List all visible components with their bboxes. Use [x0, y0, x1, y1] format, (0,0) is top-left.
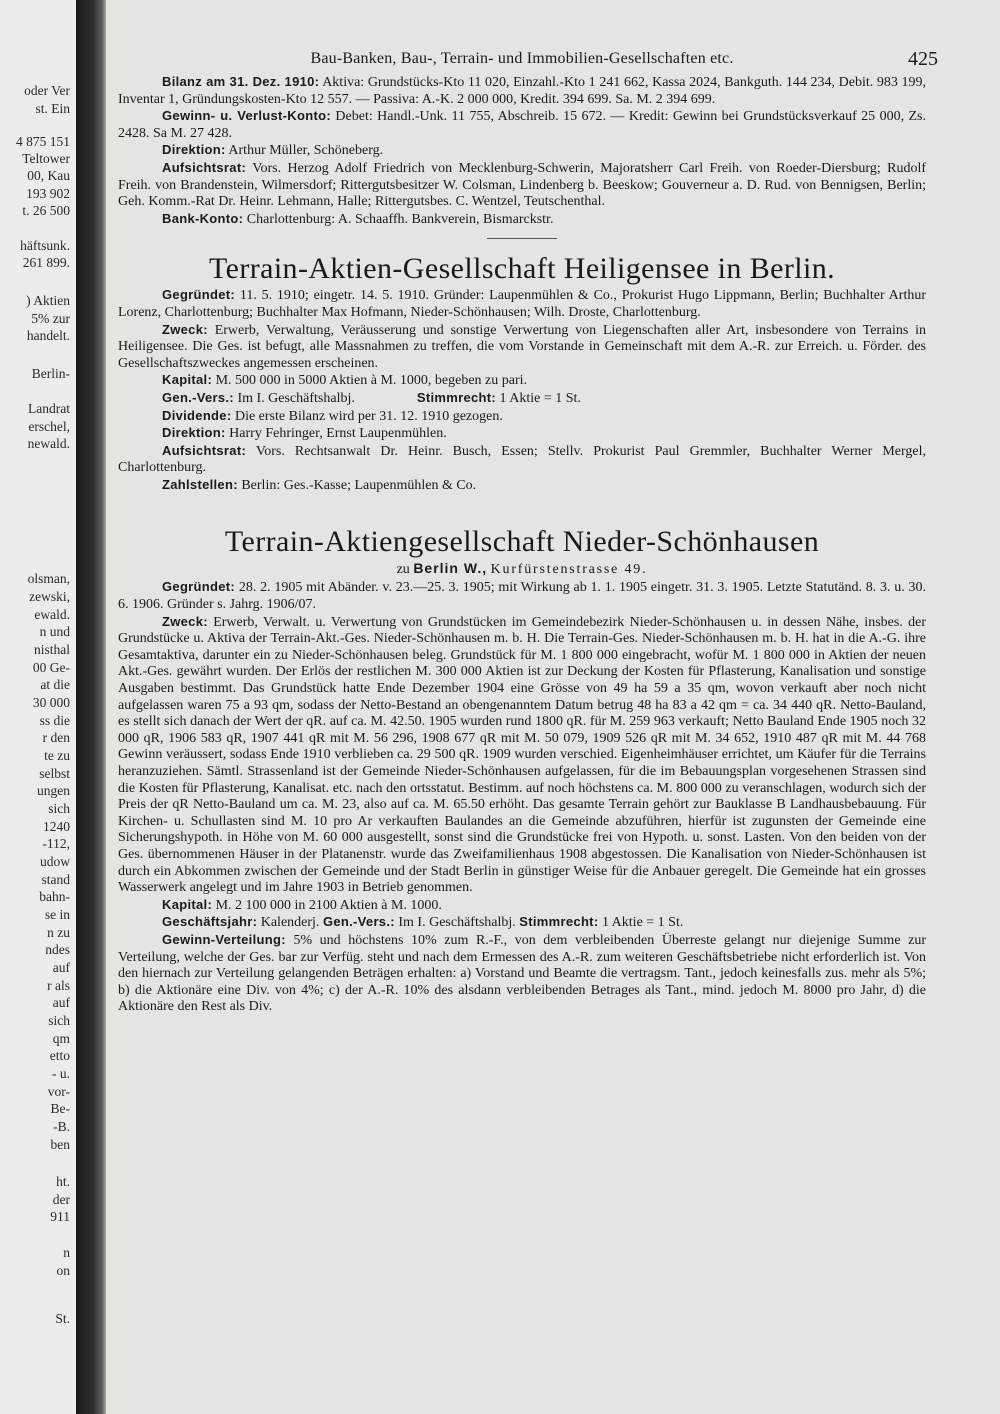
kapital-paragraph [118, 372, 926, 390]
field-label: Aufsichtsrat: [162, 442, 247, 458]
left-page-line: newald. [27, 436, 70, 451]
left-page-line: 30 000 [32, 695, 70, 710]
field-text: Vors. Herzog Adolf Friedrich von Mecklenburg-Schwerin, Majoratsherr Carl Freih. von Roeder-Diersburg; Rudolf Freih. von Brandenstein, Wilmersdorf; Rittergutsbesitzer W. Colsman, Lindenberg b. Beeskow; Gouverneur a. D. Rud. von Bennigsen, Berlin; Geh. Komm.-Rat Dr. Heinr. Lehmann, Halle; Rittergutsbes. C. Wentzel, Teutschenthal. [118, 160, 927, 210]
bankkonto-paragraph [118, 211, 926, 229]
left-page-line: -112, [42, 836, 70, 851]
left-page-line: n zu [47, 925, 70, 940]
kapital-paragraph [118, 897, 926, 915]
section-divider [487, 238, 557, 239]
left-page-line: ndes [45, 942, 70, 957]
direktion-paragraph [118, 142, 926, 160]
company-entry-heiligensee [118, 251, 926, 494]
left-page-line: 911 [50, 1209, 70, 1224]
company-title: Terrain-Aktiengesellschaft Nieder-Schönhausen [224, 525, 820, 559]
left-page-line: bahn- [39, 889, 70, 904]
left-page-line: 193 902 [26, 186, 70, 201]
left-page-line: ss die [39, 713, 70, 728]
field-text: Im I. Geschäftshalbj. [398, 915, 516, 931]
direktion-paragraph [118, 425, 926, 443]
field-label: Stimmrecht: [416, 389, 497, 405]
field-label: Gewinn- u. Verlust-Konto: [162, 108, 331, 124]
company-title: Terrain-Aktien-Gesellschaft Heiligensee in Berlin. [208, 252, 835, 286]
book-gutter [76, 0, 106, 1414]
field-label: Kapital: [162, 372, 213, 388]
left-page-line: ) Aktien [26, 293, 70, 308]
left-page-line: ben [50, 1137, 70, 1152]
field-text: Aktiva: Grundstücks-Kto 11 020, Einzahl.-Kto 1 241 662, Kassa 2024, Bankguth. 144 234, Debit. 983 199, Inventar 1, Gründungskosten-Kto 12 557. — Passiva: A.-K. 2 000 000, Kredit. 394 699. Sa. M. 2 394 699. [118, 75, 926, 107]
left-page-line: auf [52, 995, 70, 1010]
left-page-line: st. Ein [35, 101, 70, 116]
field-text: M. 500 000 in 5000 Aktien à M. 1000, begeben zu pari. [215, 373, 528, 389]
field-text: Im I. Geschäftshalbj. [237, 390, 355, 406]
left-page-line: qm [52, 1031, 70, 1046]
left-page-line: te zu [44, 748, 70, 763]
field-text: 1 Aktie = 1 St. [499, 390, 581, 406]
field-label: Zweck: [162, 321, 208, 337]
company-address [118, 560, 926, 578]
left-page-line: n [63, 1245, 70, 1260]
field-label: Dividende: [162, 407, 232, 423]
field-label: Direktion: [162, 425, 226, 441]
field-text: Vors. Rechtsanwalt Dr. Heinr. Busch, Essen; Stellv. Prokurist Paul Gremmler, Buchhalter Werner Mergel, Charlottenburg. [118, 443, 926, 476]
running-head [118, 44, 938, 74]
field-label: Zweck: [162, 613, 208, 629]
field-text: Die erste Bilanz wird per 31. 12. 1910 gezogen. [234, 408, 503, 424]
left-page-line: erschel, [28, 419, 70, 434]
zweck-paragraph [118, 614, 926, 897]
genvers-paragraph [118, 390, 926, 408]
left-page-line: vor- [47, 1084, 70, 1099]
geschaeftsjahr-paragraph [118, 914, 926, 932]
zahlstellen-paragraph [118, 477, 926, 495]
field-label: Direktion: [162, 142, 226, 158]
left-page-line: der [52, 1192, 70, 1207]
field-label: Geschäftsjahr: [162, 914, 258, 930]
left-page-line: n und [39, 624, 70, 639]
field-label: Gen.-Vers.: [322, 914, 395, 930]
field-text: Kalenderj. [260, 915, 320, 931]
previous-company-entry [118, 74, 926, 228]
field-text: Erwerb, Verwaltung, Veräusserung und sonstige Verwertung von Liegenschaften aller Art, insbesondere von Terrains in Heiligensee. Die Ges. ist befugt, alle Massnahmen zu treffen, die vom Vorstande in Gemeinschaft mit dem A.-R. zur Erreich. u. Förder. des Gesellschaftszweckes angemessen erscheinen. [118, 322, 926, 371]
left-page-line: on [56, 1263, 70, 1278]
left-page-line: zewski, [29, 589, 70, 604]
left-page-line: oder Ver [24, 83, 70, 98]
field-text: 28. 2. 1905 mit Abänder. v. 23.—25. 3. 1905; mit Wirkung ab 1. 1. 1905 eingetr. 31. 3. 1905. Letzte Statutänd. 8. 3. u. 30. 6. 1906. Gründer s. Jahrg. 1906/07. [118, 580, 927, 613]
left-page-line: auf [52, 960, 70, 975]
field-text: Charlottenburg: A. Schaaffh. Bankverein, Bismarckstr. [246, 211, 554, 227]
field-text: Debet: Handl.-Unk. 11 755, Abschreib. 15 672. — Kredit: Gewinn bei Grundstücksverkauf 25 000, Zs. 2428. Sa M. 27 428. [118, 109, 927, 141]
field-label: Zahlstellen: [162, 476, 238, 492]
left-page-line: häftsunk. [20, 238, 70, 253]
address-prefix: zu [396, 562, 410, 578]
field-label: Kapital: [162, 896, 213, 912]
field-label: Bilanz am 31. Dez. 1910: [162, 74, 320, 89]
left-page-line: t. 26 500 [22, 203, 70, 218]
left-page-line: r als [47, 978, 70, 993]
guv-paragraph [118, 108, 926, 142]
field-label: Gen.-Vers.: [162, 389, 234, 405]
left-page-line: at die [40, 677, 70, 692]
field-label: Aufsichtsrat: [162, 159, 247, 175]
running-title: Bau-Banken, Bau-, Terrain- und Immobilien-Gesellschaften etc. [310, 50, 734, 67]
left-page-line: ungen [37, 783, 70, 798]
stimmrecht-block [417, 391, 581, 406]
field-text: Erwerb, Verwalt. u. Verwertung von Grundstücken im Gemeindebezirk Nieder-Schönhausen u. in dessen Nähe, insbes. der Grundstücke u. Aktiva der Terrain-Akt.-Ges. Nieder-Schönhausen m. b. H. Die Terrain-Ges. Nieder-Schönhausen m. b. H. hat in die A.-G. ihre Gesamtaktiva, darunter ein zu Nieder-Schönhausen beleg. Grundstück für M. 1 800 000 eingebracht, wofür M. 1 800 000 in Aktien der neuen Akt.-Ges. gewährt wurden. Der Erlös der restlichen M. 300 000 Aktien ist zur Deckung der Kosten für Pflasterung, Kanalisation und sonstige Ausgaben bestimmt. Das Grundstück hatte Ende Dezember 1904 eine Grösse von 49 ha 59 a 35 qm, wovon verkauft aber noch nicht aufgelassen waren 75 a 93 qm, sodass der Netto-Bestand an obengenanntem Datum betrug 48 ha 83 a 42 qm = ca. 34 440 qR. Netto-Bauland, es stellt sich danach der Wert der qR. auf ca. M. 42.50. 1905 wurden rund 1800 qR. für M. 259 963 verkauft; Netto Bauland Ende 1905 noch 32 000 qR, 1906 583 qR, 1907 441 qR mit M. 56 296, 1908 677 qR mit M. 50 079, 1909 526 qR mit M. 34 652, 1910 487 qR mit M. 44 768 Gewinn veräussert, sodass Ende 1910 verblieben ca. 29 500 qR. 1909 wurden verschied. Eigenheimhäuser errichtet, um Käufer für die Terrains heranzuziehen. Sämtl. Strassenland ist der Gemeinde Nieder-Schönhausen aufgelassen, für die im Bebauungsplan vorgesehenen Strassen sind die Kosten für Pflasterung, Kanalisat. etc. nach den ortsstatut. Bestimm. auf noch höchstens ca. M. 800 000 zu veranschlagen, wodurch sich der Preis der qR Netto-Bauland um ca. M. 23, also auf ca. M. 65.50 erhöht. Das gesamte Terrain gehört zur Bauklasse B Landhausbebauung. Für Kirchen- u. Schullasten sind M. 10 pro Ar verkauften Baulandes an die Gemeinde abzuführen, hierfür ist zugunsten der Gemeinde eine Sicherungshypoth. in Höhe von M. 60 000 ausgestellt, sonst sind die Grundstücke frei von Hypoth. u. sonst. Lasten. Von den beiden von der Ges. übernommenen Häuser in der Platanenstr. wurde das Zweifamilienhaus 1908 abgestossen. Die Kanalisation von Nieder-Schönhausen ist durch ein Abkommen zwischen der Gemeinde und der Stadt Berlin in günstiger Weise für die Anbauer geregelt. Die Gemeinde hat ein grosses Wasserwerk angelegt und im Jahre 1903 in Betrieb genommen. [118, 614, 926, 896]
field-label: Gegründet: [162, 579, 236, 595]
gegruendet-paragraph [118, 287, 926, 321]
field-text: Harry Fehringer, Ernst Laupenmühlen. [229, 426, 447, 442]
left-page-line: ewald. [34, 607, 70, 622]
dividende-paragraph [118, 408, 926, 426]
field-text: 11. 5. 1910; eingetr. 14. 5. 1910. Gründer: Laupenmühlen & Co., Prokurist Hugo Lippmann, Berlin; Buchhalter Arthur Lorenz, Charlottenburg; Buchhalter Max Hofmann, Nieder-Schönhausen; Wilh. Droste, Charlottenburg. [118, 288, 927, 320]
document-page [106, 0, 1000, 1414]
left-page-line: Be- [50, 1101, 70, 1116]
left-page-line: stand [41, 872, 70, 887]
field-label: Stimmrecht: [519, 914, 599, 930]
left-page-line: sich [48, 1013, 70, 1028]
gewinn-verteilung-paragraph [118, 932, 926, 1016]
left-page-line: Berlin- [31, 366, 70, 381]
page-content [118, 44, 938, 1016]
left-page-line: St. [55, 1311, 70, 1326]
field-text: Berlin: Ges.-Kasse; Laupenmühlen & Co. [241, 477, 477, 493]
left-page-fragment [0, 0, 76, 1414]
left-page-line: 261 899. [22, 255, 70, 270]
company-entry-nieder-schoenhausen [118, 524, 926, 1015]
left-page-line: 00 Ge- [32, 660, 70, 675]
left-page-line: r den [42, 730, 70, 745]
left-page-line: 1240 [43, 819, 70, 834]
left-page-line: udow [40, 854, 70, 869]
field-text: 5% und höchstens 10% zum R.-F., von dem verbleibenden Überreste gelangt nur diejenige Summe zur Verteilung, welche der Ges. bar zur Verfüg. steht und nach dem Ermessen des A.-R. zum weiteren Geschäftsbetriebe nicht erforderlich ist. Von den hiernach zur Verteilung gelangenden Beträgen erhalten: a) Vorstand und Beamte die vertragsm. Tant., jedoch keinesfalls zus. mehr als 5%; b) die Aktionäre eine Div. von 4%; c) der A.-R. 10% des alsdann verbleibenden Betrages als Tant., mind. jedoch M. 8000 pro Jahr, d) die Aktionäre den Rest als Div. [118, 932, 926, 1015]
field-text: M. 2 100 000 in 2100 Aktien à M. 1000. [215, 897, 442, 913]
address-city: Berlin W., [413, 560, 488, 577]
gegruendet-paragraph [118, 579, 926, 613]
field-label: Gegründet: [162, 287, 236, 303]
left-page-line: 5% zur [31, 311, 70, 326]
left-page-line: 4 875 151 [16, 134, 70, 149]
left-page-line: Teltower [22, 151, 70, 166]
left-page-line: -B. [53, 1119, 70, 1134]
zweck-paragraph [118, 322, 926, 373]
left-page-line: nisthal [34, 642, 70, 657]
aufsichtsrat-paragraph [118, 160, 926, 211]
left-page-line: se in [44, 907, 70, 922]
left-page-line: - u. [52, 1066, 70, 1081]
left-page-line: 00, Kau [27, 168, 70, 183]
field-label: Bank-Konto: [162, 210, 244, 226]
address-street: Kurfürstenstrasse 49. [490, 562, 648, 578]
field-text: 1 Aktie = 1 St. [601, 915, 684, 931]
left-page-line: sich [48, 801, 70, 816]
page-number: 425 [908, 48, 938, 70]
left-page-line: etto [49, 1048, 70, 1063]
field-text: Arthur Müller, Schöneberg. [228, 143, 384, 159]
left-page-line: selbst [39, 766, 70, 781]
left-page-line: olsman, [27, 571, 70, 586]
left-page-line: Landrat [28, 401, 70, 416]
bilanz-paragraph [118, 74, 926, 108]
field-label: Gewinn-Verteilung: [162, 931, 286, 947]
left-page-line: ht. [56, 1174, 70, 1189]
aufsichtsrat-paragraph [118, 443, 926, 477]
left-page-line: handelt. [26, 328, 70, 343]
